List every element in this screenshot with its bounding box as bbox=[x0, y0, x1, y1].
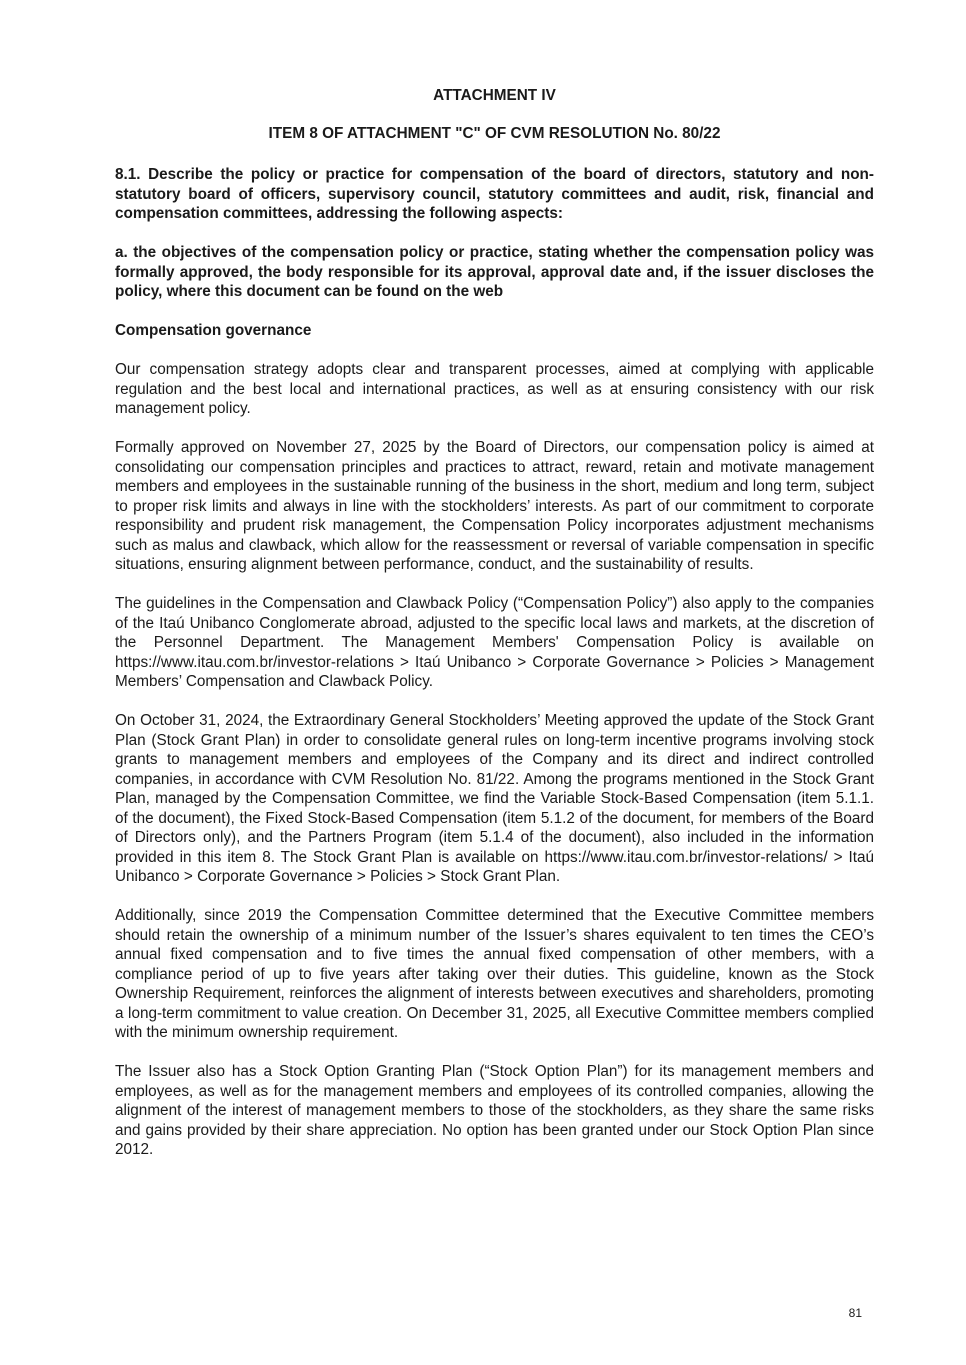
page-number: 81 bbox=[848, 1306, 862, 1320]
paragraph-strategy: Our compensation strategy adopts clear and transparent processes, aimed at complying with applicable regulation and the best local and international practices, as well as at ensuring consistency with our risk management policy. bbox=[115, 361, 874, 417]
paragraph-guidelines: The guidelines in the Compensation and Clawback Policy (“Compensation Policy”) also apply to the companies of the Itaú Unibanco Conglomerate abroad, adjusted to the specific local laws and markets, at the discretion of the Personnel Department. The Management Members' Compensation Policy is available on https://www.itau.com.br/investor-relations > Itaú Unibanco > Corporate Governance > Policies > Management Members’ Compensation and Clawback Policy. bbox=[115, 595, 874, 690]
question-8-1: 8.1. Describe the policy or practice for compensation of the board of directors, statutory and non-statutory board of officers, supervisory council, statutory committees and audit, risk, financial and compensation committees, addressing the following aspects: bbox=[115, 166, 874, 222]
paragraph-policy-approval: Formally approved on November 27, 2025 by the Board of Directors, our compensation policy is aimed at consolidating our compensation principles and practices to attract, reward, retain and motivate management members and employees in the sustainable running of the business in the short, medium and long term, subject to proper risk limits and always in line with the stockholders’ interests. As part of our commitment to corporate responsibility and prudent risk management, the Compensation Policy incorporates adjustment mechanisms such as malus and clawback, which allow for the reassessment or reversal of variable compensation in specific situations, ensuring alignment between performance, conduct, and the sustainability of results. bbox=[115, 439, 874, 573]
paragraph-stock-grant-plan: On October 31, 2024, the Extraordinary General Stockholders’ Meeting approved the update of the Stock Grant Plan (Stock Grant Plan) in order to consolidate general rules on long-term incentive programs involving stock grants to management members and employees of the Company and its direct and indirect controlled companies, in accordance with CVM Resolution No. 81/22. Among the programs mentioned in the Stock Grant Plan, managed by the Compensation Committee, we find the Variable Stock-Based Compensation (item 5.1.1. of the document), the Fixed Stock-Based Compensation (item 5.1.2 of the document, for members of the Board of Directors only), and the Partners Program (item 5.1.4 of the document), also included in the information provided in this item 8. The Stock Grant Plan is available on https://www.itau.com.br/investor-relations/ > Itaú Unibanco > Corporate Governance > Policies > Stock Grant Plan. bbox=[115, 712, 874, 885]
item-title: ITEM 8 OF ATTACHMENT "C" OF CVM RESOLUTION No. 80/22 bbox=[268, 125, 721, 142]
paragraph-stock-option-plan: The Issuer also has a Stock Option Granting Plan (“Stock Option Plan”) for its management members and employees, as well as for the management members and employees of its controlled companies, allowing the alignment of the interest of management members to those of the stockholders, as they share the same risks and gains provided by their share appreciation. No option has been granted under our Stock Option Plan since 2012. bbox=[115, 1063, 874, 1158]
paragraph-ownership-requirement: Additionally, since 2019 the Compensation Committee determined that the Executive Committee members should retain the ownership of a minimum number of the Issuer’s shares equivalent to ten times the CEO’s annual fixed compensation and to five times the annual fixed compensation of other members, with a compliance period of up to five years after taking over their duties. This guideline, known as the Stock Ownership Requirement, reinforces the alignment of interests between executives and shareholders, promoting a long-term commitment to value creation. On December 31, 2025, all Executive Committee members complied with the minimum ownership requirement. bbox=[115, 907, 874, 1041]
attachment-title: ATTACHMENT IV bbox=[433, 87, 556, 104]
document-page bbox=[115, 86, 874, 1179]
question-a: a. the objectives of the compensation policy or practice, stating whether the compensation policy was formally approved, the body responsible for its approval, approval date and, if the issuer discloses the policy, where this document can be found on the web bbox=[115, 244, 874, 300]
section-heading: Compensation governance bbox=[115, 322, 312, 339]
